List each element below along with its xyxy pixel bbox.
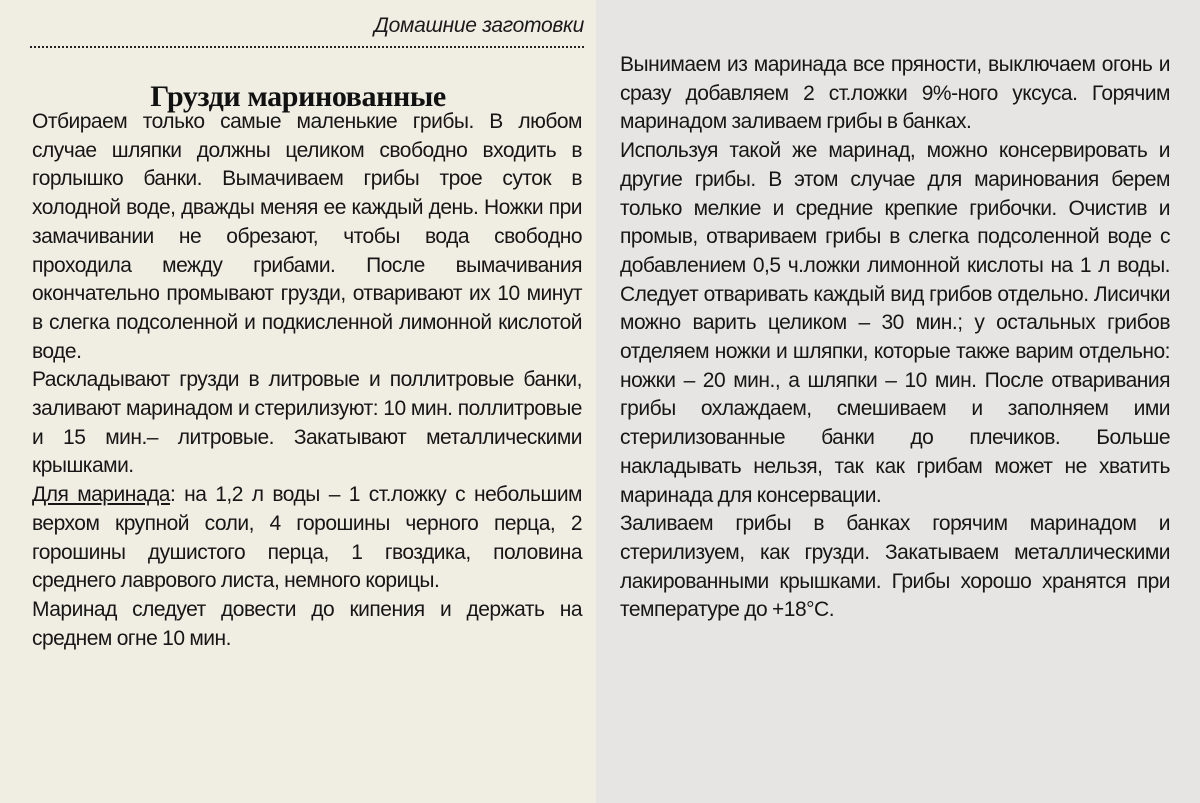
right-column-text — [620, 51, 1170, 625]
paragraph-sterilize: Заливаем грибы в банках горячим маринадом и стерилизуем, как грузди. Закатываем металлическими лакированными крышками. Грибы хорошо хранятся при температуре до +18°С. — [620, 512, 1170, 622]
paragraph-boiling: Маринад следует довести до кипения и держать на среднем огне 10 мин. — [32, 597, 582, 650]
paragraph-preparation: Отбираем только самые маленькие грибы. В любом случае шляпки должны целиком свободно входить в горлышко банки. Вымачиваем грибы трое суток в холодной воде, дважды меняя ее каждый день. Ножки при замачивании не обрезают, чтобы вода свободно проходила между грибами. После вымачивания окончательно промывают грузди, отваривают их 10 минут в слегка подсоленной и подкисленной лимонной кислотой воде. — [32, 110, 582, 363]
paragraph-marinade — [32, 481, 582, 596]
paragraph-spices: Вынимаем из маринада все пряности, выключаем огонь и сразу добавляем 2 ст.ложки 9%-ного уксуса. Горячим маринадом заливаем грибы в банках. — [620, 53, 1170, 134]
marinade-ingredients: : на 1,2 л воды – 1 ст.ложку с небольшим верхом крупной соли, 4 горошины черного перца, 2 горошины душистого перца, 1 гвоздика, половина среднего лаврового листа, немного корицы. — [32, 483, 582, 593]
paragraph-jarring: Раскладывают грузди в литровые и поллитровые банки, заливают маринадом и стерилизуют: 10 мин. поллитровые и 15 мин.– литровые. Закатывают металлическими крышками. — [32, 368, 582, 478]
article-title: Грузди маринованные — [150, 80, 446, 114]
section-rubric: Домашние заготовки — [374, 14, 584, 37]
marinade-label: Для маринада — [32, 483, 170, 507]
rubric-divider — [30, 46, 584, 48]
paragraph-other-mushrooms: Используя такой же маринад, можно консервировать и другие грибы. В этом случае для маринования берем только мелкие и средние крепкие грибочки. Очистив и промыв, отвариваем грибы в слегка подсоленной воде с добавлением 0,5 ч.ложки лимонной кислоты на 1 л воды. Следует отваривать каждый вид грибов отдельно. Лисички можно варить целиком – 30 мин.; у остальных грибов отделяем ножки и шляпки, которые также варим отдельно: ножки – 20 мин., а шляпки – 10 мин. После отваривания грибы охлаждаем, смешиваем и заполняем ими стерилизованные банки до плечиков. Больше накладывать нельзя, так как грибам может не хватить маринада для консервации. — [620, 139, 1170, 507]
left-column-text — [32, 108, 582, 653]
